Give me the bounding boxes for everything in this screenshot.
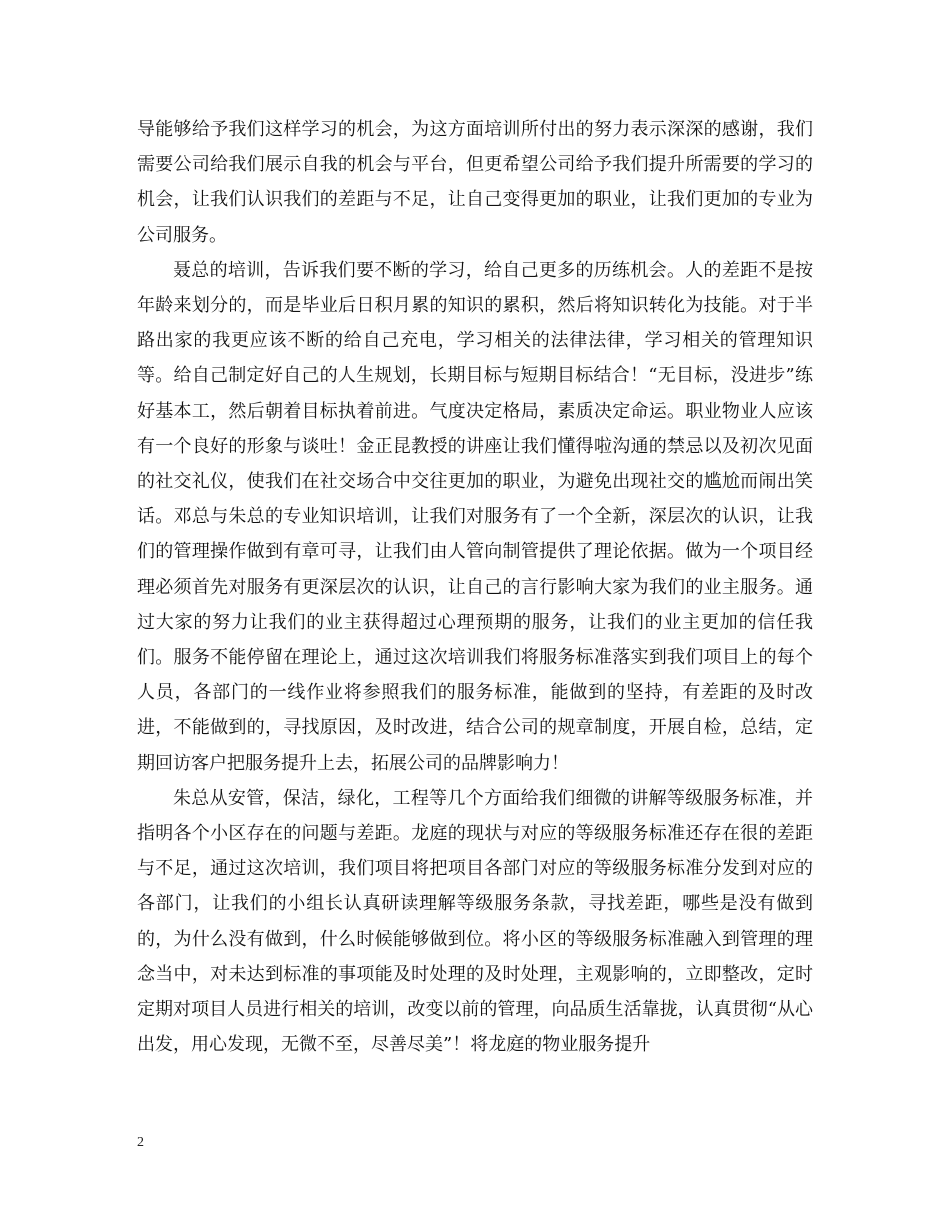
page-number: 2	[137, 1135, 144, 1150]
paragraph-1: 导能够给予我们这样学习的机会，为这方面培训所付出的努力表示深深的感谢，我们需要公司给我们展示自我的机会与平台，但更希望公司给予我们提升所需要的学习的机会，让我们认识我们的差距与不足，让自己变得更加的职业，让我们更加的专业为公司服务。	[137, 119, 813, 246]
paragraph-2: 聂总的培训，告诉我们要不断的学习，给自己更多的历练机会。人的差距不是按年龄来划分的，而是毕业后日积月累的知识的累积，然后将知识转化为技能。对于半路出家的我更应该不断的给自己充电，学习相关的法律法律，学习相关的管理知识等。给自己制定好自己的人生规划，长期目标与短期目标结合！“无目标，没进步”练好基本工，然后朝着目标执着前进。气度决定格局，素质决定命运。职业物业人应该有一个良好的形象与谈吐！金正昆教授的讲座让我们懂得啦沟通的禁忌以及初次见面的社交礼仪，使我们在社交场合中交往更加的职业，为避免出现社交的尴尬而闹出笑话。邓总与朱总的专业知识培训，让我们对服务有了一个全新，深层次的认识，让我们的管理操作做到有章可寻，让我们由人管向制管提供了理论依据。做为一个项目经理必须首先对服务有更深层次的认识，让自己的言行影响大家为我们的业主服务。通过大家的努力让我们的业主获得超过心理预期的服务，让我们的业主更加的信任我们。服务不能停留在理论上，通过这次培训我们将服务标准落实到我们项目上的每个人员，各部门的一线作业将参照我们的服务标准，能做到的坚持，有差距的及时改进，不能做到的，寻找原因，及时改进，结合公司的规章制度，开展自检，总结，定期回访客户把服务提升上去，拓展公司的品牌影响力！	[137, 259, 813, 774]
document-body	[137, 112, 813, 1062]
paragraph-3: 朱总从安管，保洁，绿化，工程等几个方面给我们细微的讲解等级服务标准，并指明各个小区存在的问题与差距。龙庭的现状与对应的等级服务标准还存在很的差距与不足，通过这次培训，我们项目将把项目各部门对应的等级服务标准分发到对应的各部门，让我们的小组长认真研读理解等级服务条款，寻找差距，哪些是没有做到的，为什么没有做到，什么时候能够做到位。将小区的等级服务标准融入到管理的理念当中，对未达到标准的事项能及时处理的及时处理，主观影响的，立即整改，定时定期对项目人员进行相关的培训，改变以前的管理，向品质生活靠拢，认真贯彻“从心出发，用心发现，无微不至，尽善尽美”！将龙庭的物业服务提升	[137, 787, 813, 1056]
